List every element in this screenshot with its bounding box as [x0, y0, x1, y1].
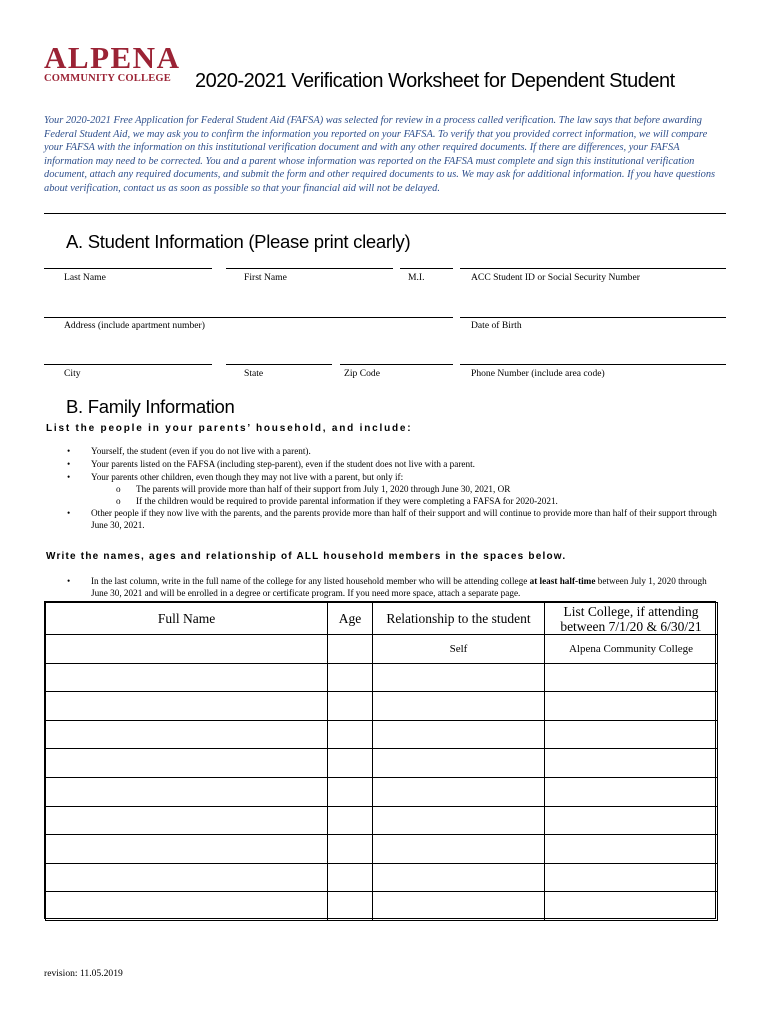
student-id-label: ACC Student ID or Social Security Number [471, 272, 640, 283]
state-label: State [244, 368, 264, 379]
last-name-label: Last Name [64, 272, 106, 283]
age-cell[interactable] [328, 835, 373, 864]
last-name-field[interactable] [44, 268, 212, 269]
section-a-title: A. Student Information (Please print clearly) [66, 231, 411, 252]
college-cell[interactable] [545, 720, 718, 749]
dob-field[interactable] [460, 317, 726, 318]
age-cell[interactable] [328, 777, 373, 806]
bullet-text: Your parents listed on the FAFSA (including step-parent), even if the student does not live with a parent. [91, 459, 475, 469]
college-cell[interactable] [545, 663, 718, 692]
sub-bullet-marker: o [116, 484, 121, 494]
bullet-text: Other people if they now live with the parents, and the parents provide more than half of their support and will continue to provide more than half of their support through June 30, 2021. [91, 508, 717, 530]
table-row [46, 892, 718, 921]
full-name-cell[interactable] [46, 749, 328, 778]
full-name-cell[interactable] [46, 892, 328, 921]
dob-label: Date of Birth [471, 320, 522, 331]
column-header-full-name: Full Name [46, 603, 328, 635]
zip-label: Zip Code [344, 368, 380, 379]
bullet-item [67, 508, 721, 531]
first-name-field[interactable] [226, 268, 393, 269]
college-cell[interactable] [545, 777, 718, 806]
college-cell[interactable] [545, 835, 718, 864]
bullet-item [67, 459, 721, 471]
relationship-cell[interactable] [373, 749, 545, 778]
bullet-marker: • [67, 472, 71, 482]
state-field[interactable] [226, 364, 332, 365]
instruction-item [67, 576, 721, 599]
section-b-title: B. Family Information [66, 396, 235, 417]
bullet-marker: • [67, 576, 71, 586]
relationship-cell[interactable]: Self [373, 635, 545, 664]
sub-bullet-marker: o [116, 496, 121, 506]
sub-bullet-item [116, 496, 721, 508]
divider [44, 213, 726, 214]
full-name-cell[interactable] [46, 663, 328, 692]
full-name-cell[interactable] [46, 635, 328, 664]
city-field[interactable] [44, 364, 212, 365]
mi-label: M.I. [408, 272, 425, 283]
college-cell[interactable] [545, 806, 718, 835]
age-cell[interactable] [328, 720, 373, 749]
mi-field[interactable] [400, 268, 453, 269]
college-cell[interactable] [545, 749, 718, 778]
bullet-marker: • [67, 508, 71, 518]
zip-field[interactable] [340, 364, 453, 365]
relationship-cell[interactable] [373, 692, 545, 721]
phone-field[interactable] [460, 364, 726, 365]
table-row [46, 777, 718, 806]
address-label: Address (include apartment number) [64, 320, 205, 331]
intro-paragraph: Your 2020-2021 Free Application for Federal Student Aid (FAFSA) was selected for review in a process called verification. The law says that before awarding Federal Student Aid, we may ask you to confirm the information you reported on your FAFSA. To verify that you provided correct information, we will compare your FAFSA with the information on this institutional verification document and with any other required documents. If there are differences, your FAFSA information may need to be corrected. You and a parent whose information was reported on the FAFSA must complete and sign this institutional verification document, attach any required documents, and submit the form and other required documents to us. We may ask for additional information. If you have questions about verification, contact us as soon as possible so that your financial aid will not be delayed. [44, 115, 716, 194]
age-cell[interactable] [328, 892, 373, 921]
logo-subtitle: COMMUNITY COLLEGE [44, 73, 171, 84]
document-title: 2020-2021 Verification Worksheet for Dependent Student [195, 70, 675, 92]
college-cell[interactable] [545, 892, 718, 921]
college-cell[interactable] [545, 863, 718, 892]
full-name-cell[interactable] [46, 692, 328, 721]
full-name-cell[interactable] [46, 835, 328, 864]
household-list-heading: List the people in your parents’ household, and include: [46, 423, 413, 434]
table-row [46, 720, 718, 749]
first-name-label: First Name [244, 272, 287, 283]
relationship-cell[interactable] [373, 663, 545, 692]
full-name-cell[interactable] [46, 806, 328, 835]
college-cell[interactable]: Alpena Community College [545, 635, 718, 664]
age-cell[interactable] [328, 863, 373, 892]
instruction-emphasis: at least half-time [529, 576, 596, 586]
bullet-text: Yourself, the student (even if you do not live with a parent). [91, 446, 311, 456]
sub-bullet-text: The parents will provide more than half of their support from July 1, 2020 through June 30, 2021, OR [136, 484, 511, 494]
bullet-marker: • [67, 446, 71, 456]
age-cell[interactable] [328, 806, 373, 835]
logo-wordmark: ALPENA [44, 40, 181, 75]
sub-bullet-item [116, 484, 721, 496]
phone-label: Phone Number (include area code) [471, 368, 605, 379]
college-logo [44, 40, 189, 85]
college-cell[interactable] [545, 692, 718, 721]
household-table [44, 601, 716, 919]
column-header-age: Age [328, 603, 373, 635]
age-cell[interactable] [328, 663, 373, 692]
column-header-college: List College, if attending between 7/1/20 & 6/30/21 [545, 603, 718, 635]
student-id-field[interactable] [460, 268, 726, 269]
age-cell[interactable] [328, 692, 373, 721]
relationship-cell[interactable] [373, 777, 545, 806]
table-row [46, 835, 718, 864]
household-write-heading: Write the names, ages and relationship of ALL household members in the spaces below. [46, 551, 567, 562]
full-name-cell[interactable] [46, 863, 328, 892]
age-cell[interactable] [328, 635, 373, 664]
relationship-cell[interactable] [373, 835, 545, 864]
table-row [46, 692, 718, 721]
bullet-text: Your parents other children, even though they may not live with a parent, but only if: [91, 472, 404, 482]
instruction-text: In the last column, write in the full name of the college for any listed household member who will be attending college [91, 576, 530, 586]
age-cell[interactable] [328, 749, 373, 778]
full-name-cell[interactable] [46, 720, 328, 749]
relationship-cell[interactable] [373, 892, 545, 921]
relationship-cell[interactable] [373, 806, 545, 835]
bullet-item [67, 446, 721, 458]
relationship-cell[interactable] [373, 720, 545, 749]
table-row [46, 863, 718, 892]
sub-bullet-text: If the children would be required to provide parental information if they were completing a FAFSA for 2020-2021. [136, 496, 558, 506]
city-label: City [64, 368, 81, 379]
table-row [46, 635, 718, 664]
bullet-marker: • [67, 459, 71, 469]
full-name-cell[interactable] [46, 777, 328, 806]
relationship-cell[interactable] [373, 863, 545, 892]
table-row [46, 806, 718, 835]
instruction-text-end: between July 1, 2020 through June 30, 2021 and will be enrolled in a degree or certificate program. If you need more space, attach a separate page. [91, 576, 707, 598]
address-field[interactable] [44, 317, 453, 318]
bullet-item [67, 472, 721, 484]
table-header-row [46, 603, 718, 635]
column-header-relationship: Relationship to the student [373, 603, 545, 635]
table-row [46, 663, 718, 692]
revision-date: revision: 11.05.2019 [44, 968, 123, 979]
table-row [46, 749, 718, 778]
